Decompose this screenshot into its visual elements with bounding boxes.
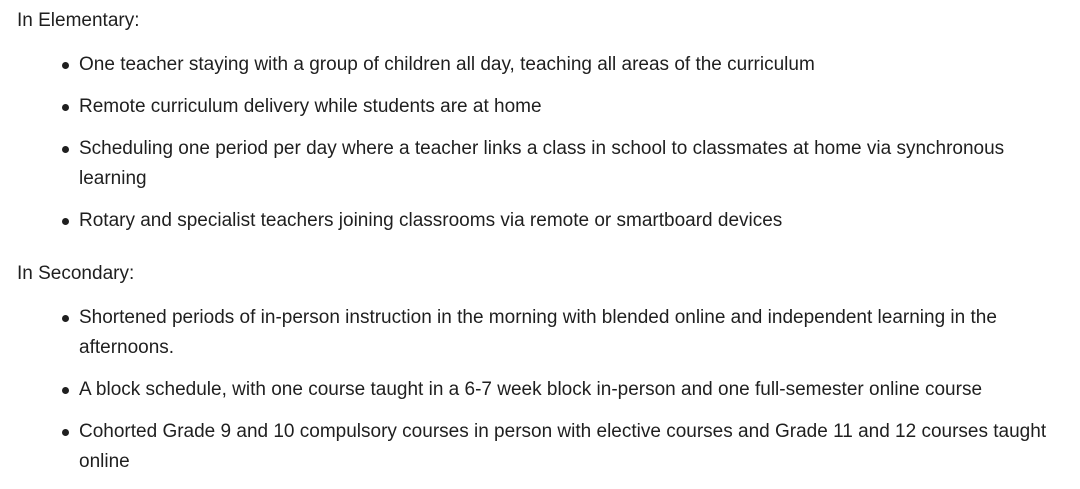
bullet-icon bbox=[62, 62, 69, 69]
secondary-heading: In Secondary: bbox=[17, 263, 135, 284]
list-item bbox=[79, 417, 1074, 477]
bullet-icon bbox=[62, 429, 69, 436]
bullet-icon bbox=[62, 387, 69, 394]
list-item bbox=[79, 92, 1074, 122]
secondary-list bbox=[79, 303, 1074, 489]
bullet-icon bbox=[62, 104, 69, 111]
list-item-text: Remote curriculum delivery while students are at home bbox=[79, 96, 542, 117]
list-item-text: Cohorted Grade 9 and 10 compulsory courses in person with elective courses and Grade 11 and 12 courses taught online bbox=[79, 421, 1047, 472]
list-item bbox=[79, 303, 1074, 363]
list-item bbox=[79, 375, 1074, 405]
elementary-heading: In Elementary: bbox=[17, 10, 140, 31]
bullet-icon bbox=[62, 315, 69, 322]
bullet-icon bbox=[62, 146, 69, 153]
list-item-text: One teacher staying with a group of children all day, teaching all areas of the curriculum bbox=[79, 54, 815, 75]
elementary-list bbox=[79, 50, 1074, 248]
list-item bbox=[79, 134, 1074, 194]
bullet-icon bbox=[62, 218, 69, 225]
list-item-text: A block schedule, with one course taught in a 6-7 week block in-person and one full-semester online course bbox=[79, 379, 983, 400]
list-item-text: Scheduling one period per day where a teacher links a class in school to classmates at home via synchronous learning bbox=[79, 138, 1005, 189]
list-item-text: Shortened periods of in-person instruction in the morning with blended online and independent learning in the afternoons. bbox=[79, 307, 997, 358]
list-item bbox=[79, 50, 1074, 80]
list-item-text: Rotary and specialist teachers joining classrooms via remote or smartboard devices bbox=[79, 210, 783, 231]
list-item bbox=[79, 206, 1074, 236]
